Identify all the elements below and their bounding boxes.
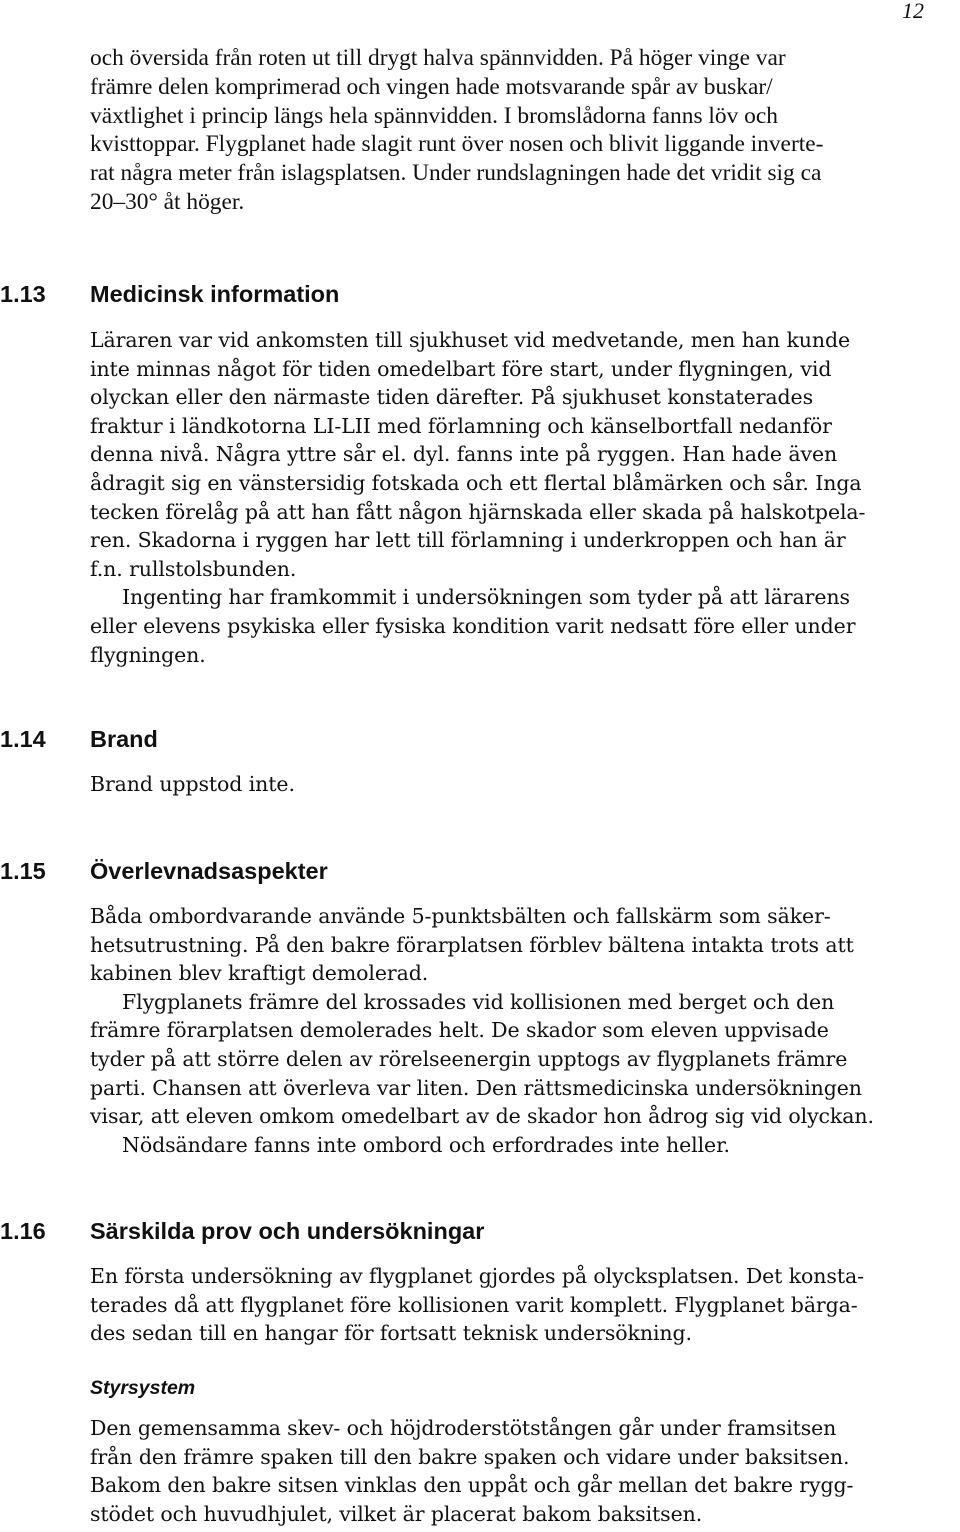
section-number: 1.13 [0, 281, 46, 307]
text-line: från den främre spaken till den bakre spaken och vidare under baksitsen. [90, 1444, 850, 1469]
text-line: Nödsändare fanns inte ombord och erfordrades inte heller. [122, 1132, 730, 1157]
text-line: terades då att flygplanet före kollisionen varit komplett. Flygplanet bärga- [90, 1292, 858, 1317]
section-heading [0, 857, 328, 885]
section-number: 1.15 [0, 858, 46, 884]
text-line: flygningen. [90, 642, 206, 667]
page-number: 12 [902, 0, 924, 23]
subsection-heading: Styrsystem [90, 1377, 196, 1399]
text-line: stödet och huvudhjulet, vilket är placerat bakom baksitsen. [90, 1501, 703, 1526]
text-line: parti. Chansen att överleva var liten. Den rättsmedicinska undersökningen [90, 1075, 862, 1100]
body-paragraph [90, 326, 955, 669]
text-line: kvisttoppar. Flygplanet hade slagit runt över nosen och blivit liggande inverte- [90, 131, 824, 158]
text-line: tecken förelåg på att han fått någon hjärnskada eller skada på halskotpela- [90, 499, 866, 524]
section-heading [0, 280, 339, 308]
text-line: des sedan till en hangar för fortsatt teknisk undersökning. [90, 1321, 692, 1346]
text-line: olyckan eller den närmaste tiden därefter. På sjukhuset konstaterades [90, 385, 814, 410]
section-title: Medicinsk information [90, 281, 340, 307]
text-line: inte minnas något för tiden omedelbart före start, under flygningen, vid [90, 356, 832, 381]
section-number: 1.14 [0, 726, 46, 752]
text-line: Båda ombordvarande använde 5-punktsbälten och fallskärm som säker- [90, 904, 831, 928]
text-line: växtlighet i princip längs hela spännvidden. I bromslådorna fanns löv och [90, 102, 778, 129]
text-line: rat några meter från islagsplatsen. Under rundslagningen hade det vridit sig ca [90, 160, 822, 187]
text-line: visar, att eleven omkom omedelbart av de skador hon ådrog sig vid olyckan. [90, 1104, 874, 1129]
section-heading [0, 725, 158, 753]
text-line: Brand uppstod inte. [90, 772, 295, 796]
text-line: ådragit sig en vänstersidig fotskada och ett flertal blåmärken och sår. Inga [90, 470, 862, 495]
text-line: denna nivå. Några yttre sår el. dyl. fanns inte på ryggen. Han hade även [90, 442, 838, 467]
text-line: tyder på att större delen av rörelseenergin upptogs av flygplanets främre [90, 1046, 848, 1071]
text-line: eller elevens psykiska eller fysiska kondition varit nedsatt före eller under [90, 613, 856, 638]
section-title: Särskilda prov och undersökningar [90, 1218, 485, 1244]
text-line: kabinen blev kraftigt demolerad. [90, 961, 429, 986]
text-line: Läraren var vid ankomsten till sjukhuset vid medvetande, men han kunde [90, 328, 851, 352]
section-title: Brand [90, 726, 158, 752]
text-line: främre förarplatsen demolerades helt. De skador som eleven uppvisade [90, 1018, 829, 1043]
text-line: Bakom den bakre sitsen vinklas den uppåt och går mellan det bakre rygg- [90, 1473, 854, 1498]
text-line: hetsutrustning. På den bakre förarplatsen förblev bältena intakta trots att [90, 932, 854, 957]
text-line: Den gemensamma skev- och höjdroderstötstången går under framsitsen [90, 1416, 837, 1440]
text-line: En första undersökning av flygplanet gjordes på olycksplatsen. Det konsta- [90, 1264, 864, 1288]
text-line: 20–30° åt höger. [90, 188, 245, 215]
body-paragraph [90, 902, 955, 1159]
body-paragraph [90, 1262, 955, 1348]
body-paragraph [90, 1414, 955, 1528]
text-line: främre delen komprimerad och vingen hade motsvarande spår av buskar/ [90, 73, 773, 100]
text-line: fraktur i ländkotorna LI-LII med förlamning och känselbortfall nedanför [90, 413, 832, 438]
text-line: f.n. rullstolsbunden. [90, 556, 297, 581]
text-line: Flygplanets främre del krossades vid kollisionen med berget och den [122, 989, 835, 1014]
section-number: 1.16 [0, 1218, 46, 1244]
intro-paragraph [90, 44, 955, 217]
section-title: Överlevnadsaspekter [90, 858, 328, 884]
text-line: Ingenting har framkommit i undersökningen som tyder på att lärarens [122, 585, 850, 610]
body-paragraph [90, 770, 955, 799]
text-line: och översida från roten ut till drygt halva spännvidden. På höger vinge var [90, 45, 786, 71]
text-line: ren. Skadorna i ryggen har lett till förlamning i underkroppen och han är [90, 528, 846, 553]
section-heading [0, 1217, 484, 1245]
